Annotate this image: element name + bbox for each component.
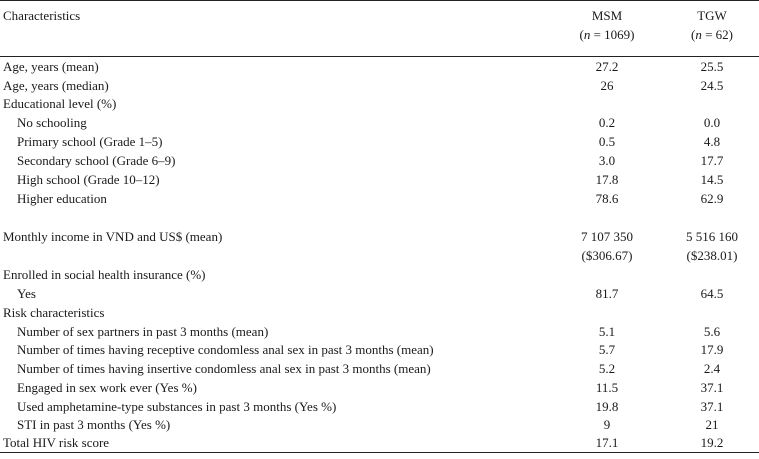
row-label: Primary school (Grade 1–5) [17,134,163,149]
tgw-value: 64.5 [700,286,724,301]
table-top-rule [0,0,759,1]
msm-value: 0.2 [598,115,616,130]
header-tgw [662,6,759,44]
header-tgw-name: TGW [697,8,727,23]
table-header-rule [0,56,759,57]
tgw-value: 37.1 [700,399,724,414]
tgw-value: 5 516 160 [686,229,738,244]
msm-value: 3.0 [598,153,616,168]
row-label: Total HIV risk score [3,435,110,450]
table-row [0,434,759,452]
header-msm-n: (n = 1069) [579,27,635,42]
header-msm [557,6,657,44]
table-row [0,323,759,341]
table-bottom-rule [0,452,759,453]
row-label: Used amphetamine-type substances in past 3 months (Yes %) [17,399,337,414]
row-label: Secondary school (Grade 6–9) [17,153,176,168]
row-label: No schooling [17,115,87,130]
tgw-value: 2.4 [703,361,721,376]
row-label: Age, years (median) [3,78,109,93]
msm-value: 5.1 [598,324,616,339]
tgw-value: 0.0 [703,115,721,130]
msm-value: 9 [603,417,611,432]
table-row [0,133,759,151]
tgw-value: 17.9 [700,342,724,357]
table-row-section [0,304,759,322]
table-row [0,77,759,95]
table-row [0,416,759,434]
row-label: Engaged in sex work ever (Yes %) [17,380,197,395]
msm-value: 78.6 [595,191,619,206]
tgw-value: 4.8 [703,134,721,149]
table-row [0,341,759,359]
section-label: Educational level (%) [3,96,117,111]
tgw-value: 17.7 [700,153,724,168]
section-label: Risk characteristics [3,305,105,320]
row-label: Number of times having receptive condomless anal sex in past 3 months (mean) [17,342,434,357]
table-row [0,398,759,416]
header-msm-name: MSM [591,8,623,23]
table-row [0,379,759,397]
tgw-value: 14.5 [700,172,724,187]
tgw-value: 19.2 [700,435,724,450]
tgw-value: 25.5 [700,59,724,74]
row-label: Number of times having insertive condomless anal sex in past 3 months (mean) [17,361,431,376]
msm-value: 7 107 350 [581,229,633,244]
tgw-value: 24.5 [700,78,724,93]
header-characteristics: Characteristics [3,8,81,23]
table-row-continuation [0,247,759,265]
msm-value: 27.2 [595,59,619,74]
table-row [0,360,759,378]
table-row [0,190,759,208]
msm-value: 11.5 [595,380,619,395]
table-row [0,285,759,303]
msm-value: 17.8 [595,172,619,187]
table-row [0,114,759,132]
row-label: Yes [17,286,36,301]
msm-value: 0.5 [598,134,616,149]
tgw-value-usd: ($238.01) [686,248,738,263]
msm-value: 17.1 [595,435,619,450]
table-row-section [0,95,759,113]
msm-value: 19.8 [595,399,619,414]
table-row [0,228,759,246]
msm-value-usd: ($306.67) [581,248,633,263]
tgw-value: 21 [705,417,719,432]
table-row-section [0,266,759,284]
header-tgw-n: (n = 62) [690,27,733,42]
row-label: Age, years (mean) [3,59,99,74]
tgw-value: 5.6 [703,324,721,339]
msm-value: 81.7 [595,286,619,301]
section-label: Enrolled in social health insurance (%) [3,267,206,282]
table-row [0,152,759,170]
row-label: Higher education [17,191,107,206]
row-label: Number of sex partners in past 3 months (mean) [17,324,269,339]
row-label: Monthly income in VND and US$ (mean) [3,229,223,244]
tgw-value: 37.1 [700,380,724,395]
table-row [0,171,759,189]
msm-value: 5.2 [598,361,616,376]
tgw-value: 62.9 [700,191,724,206]
msm-value: 26 [600,78,614,93]
table-row [0,58,759,76]
row-label: High school (Grade 10–12) [17,172,160,187]
msm-value: 5.7 [598,342,616,357]
row-label: STI in past 3 months (Yes %) [17,417,171,432]
